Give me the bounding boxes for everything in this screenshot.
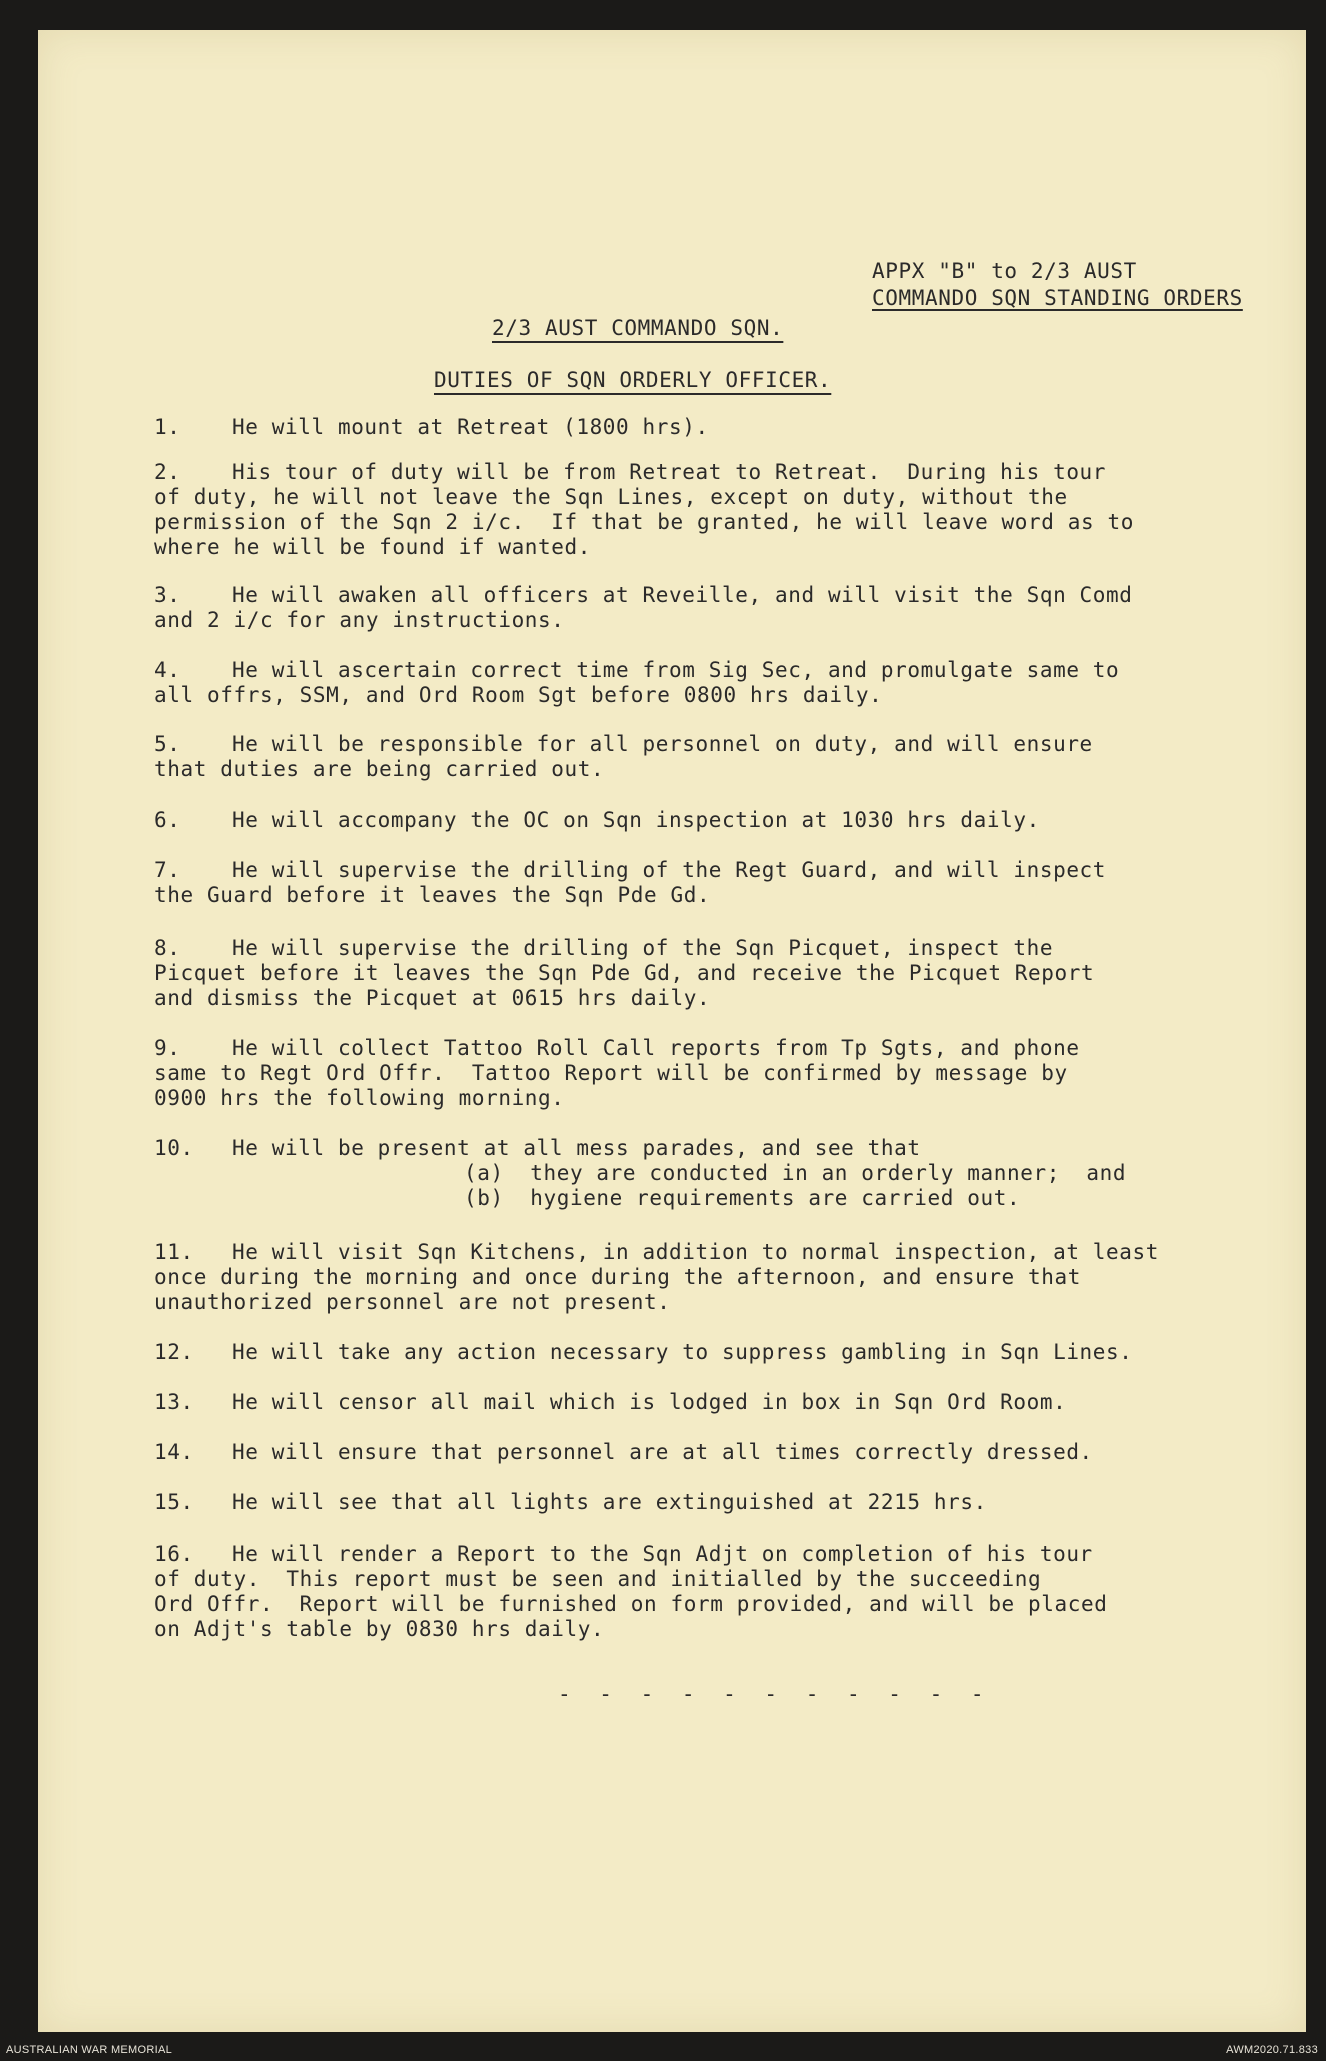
order-item-16 bbox=[154, 1542, 1108, 1642]
item-text: that duties are being carried out. bbox=[154, 757, 605, 781]
item-text: He will supervise the drilling of the Sqn Picquet, inspect the bbox=[232, 936, 1054, 960]
item-text: Picquet before it leaves the Sqn Pde Gd, and receive the Picquet Report bbox=[154, 961, 1095, 985]
item-number: 13. bbox=[154, 1390, 194, 1414]
document-page bbox=[38, 30, 1306, 2032]
item-number: 8. bbox=[154, 936, 181, 960]
appendix-reference bbox=[872, 258, 1243, 312]
item-text: He will accompany the OC on Sqn inspection at 1030 hrs daily. bbox=[232, 808, 1040, 832]
order-item-12 bbox=[154, 1340, 1133, 1365]
item-text: He will supervise the drilling of the Regt Guard, and will inspect bbox=[232, 858, 1107, 882]
order-item-5 bbox=[154, 732, 1093, 782]
item-number: 2. bbox=[154, 460, 181, 484]
item-subclause-b: (b) hygiene requirements are carried out. bbox=[464, 1186, 1021, 1210]
item-text: He will see that all lights are extinguished at 2215 hrs. bbox=[232, 1490, 987, 1514]
item-number: 12. bbox=[154, 1340, 194, 1364]
item-text: He will render a Report to the Sqn Adjt on completion of his tour bbox=[232, 1542, 1093, 1566]
item-text: where he will be found if wanted. bbox=[154, 535, 592, 559]
item-text: the Guard before it leaves the Sqn Pde Gd. bbox=[154, 883, 711, 907]
order-item-10 bbox=[154, 1136, 1126, 1211]
unit-title: 2/3 AUST COMMANDO SQN. bbox=[492, 316, 784, 340]
closing-dash-rule: - - - - - - - - - - - bbox=[558, 1682, 992, 1706]
item-text: He will mount at Retreat (1800 hrs). bbox=[232, 415, 709, 439]
item-text: permission of the Sqn 2 i/c. If that be granted, he will leave word as to bbox=[154, 510, 1134, 534]
order-item-8 bbox=[154, 936, 1094, 1011]
footer-accession-number: AWM2020.71.833 bbox=[1226, 2044, 1318, 2056]
item-text: Ord Offr. Report will be furnished on form provided, and will be placed bbox=[154, 1592, 1108, 1616]
order-item-4 bbox=[154, 658, 1119, 708]
item-number: 5. bbox=[154, 732, 181, 756]
item-text: on Adjt's table by 0830 hrs daily. bbox=[154, 1617, 605, 1641]
item-text: He will be responsible for all personnel on duty, and will ensure bbox=[232, 732, 1093, 756]
item-text: He will ensure that personnel are at all times correctly dressed. bbox=[232, 1440, 1093, 1464]
item-number: 11. bbox=[154, 1240, 194, 1264]
order-item-6 bbox=[154, 808, 1040, 833]
item-number: 4. bbox=[154, 658, 181, 682]
order-item-14 bbox=[154, 1440, 1093, 1465]
item-text: His tour of duty will be from Retreat to Retreat. During his tour bbox=[232, 460, 1107, 484]
item-text: all offrs, SSM, and Ord Room Sgt before 0800 hrs daily. bbox=[154, 683, 883, 707]
item-text: once during the morning and once during the afternoon, and ensure that bbox=[154, 1265, 1082, 1289]
item-text: same to Regt Ord Offr. Tattoo Report will be confirmed by message by bbox=[154, 1061, 1068, 1085]
item-number: 1. bbox=[154, 415, 181, 439]
order-item-2 bbox=[154, 460, 1134, 560]
order-item-1 bbox=[154, 415, 709, 440]
item-text: He will ascertain correct time from Sig Sec, and promulgate same to bbox=[232, 658, 1120, 682]
item-text: He will awaken all officers at Reveille, and will visit the Sqn Comd bbox=[232, 583, 1133, 607]
document-heading: DUTIES OF SQN ORDERLY OFFICER. bbox=[434, 368, 832, 392]
order-item-15 bbox=[154, 1490, 987, 1515]
item-text: of duty. This report must be seen and initialled by the succeeding bbox=[154, 1567, 1042, 1591]
item-text: He will collect Tattoo Roll Call reports from Tp Sgts, and phone bbox=[232, 1036, 1080, 1060]
item-subclause-a: (a) they are conducted in an orderly manner; and bbox=[464, 1161, 1127, 1185]
item-text: He will visit Sqn Kitchens, in addition to normal inspection, at least bbox=[232, 1240, 1160, 1264]
item-number: 16. bbox=[154, 1542, 194, 1566]
item-number: 9. bbox=[154, 1036, 181, 1060]
item-text: 0900 hrs the following morning. bbox=[154, 1086, 565, 1110]
item-text: He will censor all mail which is lodged in box in Sqn Ord Room. bbox=[232, 1390, 1067, 1414]
footer-institution: AUSTRALIAN WAR MEMORIAL bbox=[6, 2044, 173, 2056]
appendix-line-2: COMMANDO SQN STANDING ORDERS bbox=[872, 286, 1243, 310]
item-number: 15. bbox=[154, 1490, 194, 1514]
order-item-9 bbox=[154, 1036, 1080, 1111]
item-text: and dismiss the Picquet at 0615 hrs daily. bbox=[154, 986, 711, 1010]
order-item-11 bbox=[154, 1240, 1159, 1315]
order-item-3 bbox=[154, 583, 1133, 633]
item-number: 14. bbox=[154, 1440, 194, 1464]
item-text: He will take any action necessary to suppress gambling in Sqn Lines. bbox=[232, 1340, 1133, 1364]
item-text: unauthorized personnel are not present. bbox=[154, 1290, 671, 1314]
item-number: 10. bbox=[154, 1136, 194, 1160]
order-item-7 bbox=[154, 858, 1106, 908]
item-number: 7. bbox=[154, 858, 181, 882]
item-text: He will be present at all mess parades, and see that bbox=[232, 1136, 921, 1160]
order-item-13 bbox=[154, 1390, 1066, 1415]
item-text: and 2 i/c for any instructions. bbox=[154, 608, 565, 632]
appendix-line-1: APPX "B" to 2/3 AUST bbox=[872, 259, 1137, 283]
item-number: 6. bbox=[154, 808, 181, 832]
item-text: of duty, he will not leave the Sqn Lines, except on duty, without the bbox=[154, 485, 1068, 509]
item-number: 3. bbox=[154, 583, 181, 607]
